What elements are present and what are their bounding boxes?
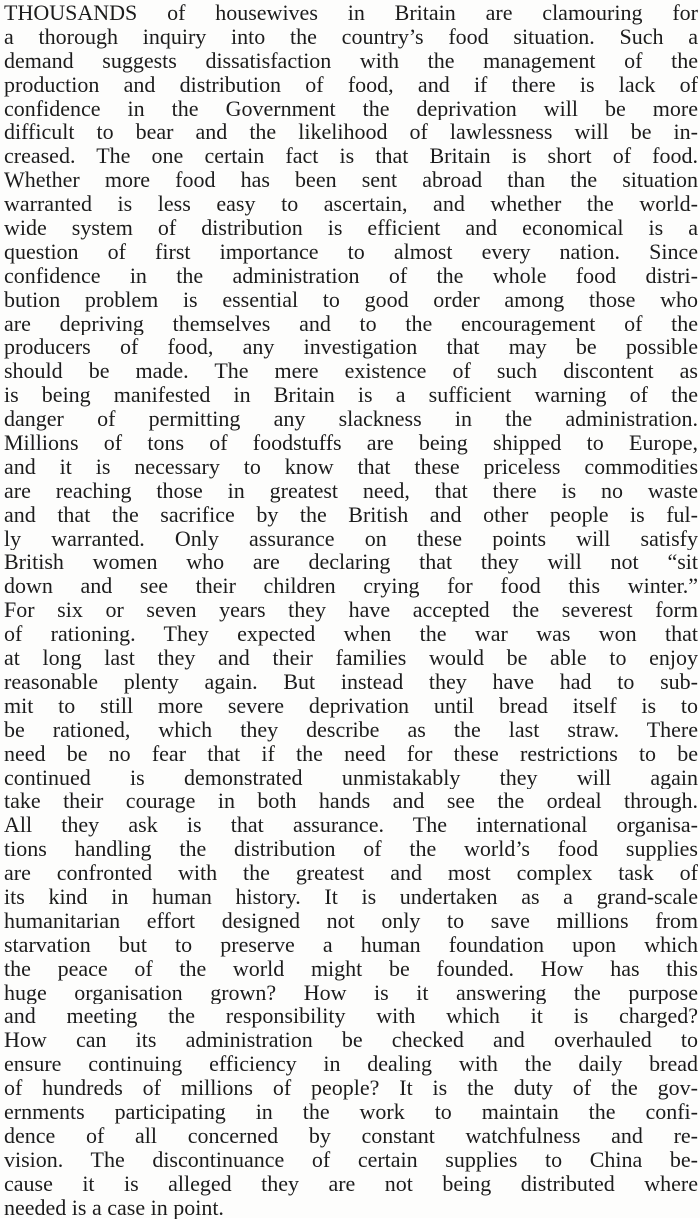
article-line: huge organisation grown? How is it answering the purpose [4, 980, 698, 1005]
article-line: Whether more food has been sent abroad than the situation [4, 168, 698, 193]
article-line: difficult to bear and the likelihood of lawlessness will be in- [4, 120, 698, 145]
article-line: For six or seven years they have accepted the severest form [4, 598, 698, 623]
article-line: production and distribution of food, and if there is lack of [4, 72, 698, 97]
article-line: take their courage in both hands and see the ordeal through. [4, 789, 698, 814]
article-line: vision. The discontinuance of certain supplies to China be- [4, 1147, 698, 1172]
article-line: tions handling the distribution of the world’s food supplies [4, 837, 698, 862]
article-line: Millions of tons of foodstuffs are being shipped to Europe, [4, 431, 698, 455]
article-line: its kind in human history. It is undertaken as a grand-scale [4, 884, 698, 909]
article-line: and that the sacrifice by the British and other people is ful- [4, 502, 698, 527]
article-line: ernments participating in the work to maintain the confi- [4, 1099, 698, 1124]
article-line: continued is demonstrated unmistakably they will again [4, 765, 698, 790]
article-line: need be no fear that if the need for these restrictions to be [4, 741, 698, 766]
article-line: All they ask is that assurance. The international organisa- [4, 813, 698, 838]
article-line: producers of food, any investigation that may be possible [4, 335, 698, 360]
article-line: confidence in the Government the deprivation will be more [4, 96, 698, 121]
article-line: British women who are declaring that they will not “sit [4, 550, 698, 575]
article-line: down and see their children crying for food this winter.” [4, 574, 698, 599]
article-line: a thorough inquiry into the country’s food situation. Such a [4, 24, 698, 49]
article-line: bution problem is essential to good order among those who [4, 287, 698, 312]
article-line: demand suggests dissatisfaction with the management of the [4, 48, 698, 73]
article-line: is being manifested in Britain is a sufficient warning of the [4, 383, 698, 408]
article-line: are depriving themselves and to the encouragement of the [4, 311, 698, 336]
article-line: danger of permitting any slackness in the administration. [4, 407, 698, 432]
article-line: and it is necessary to know that these priceless commodities [4, 454, 698, 479]
article-line: of hundreds of millions of people? It is the duty of the gov- [4, 1076, 698, 1100]
article-line: of rationing. They expected when the war was won that [4, 622, 698, 647]
article-line: starvation but to preserve a human foundation upon which [4, 932, 698, 957]
article-line: confidence in the administration of the whole food distri- [4, 263, 698, 288]
article-line: ensure continuing efficiency in dealing with the daily bread [4, 1052, 698, 1077]
article-line: are confronted with the greatest and most complex task of [4, 861, 698, 885]
article-line: cause it is alleged they are not being distributed where [4, 1171, 698, 1196]
article-line: question of first importance to almost every nation. Since [4, 239, 698, 264]
article-line: dence of all concerned by constant watchfulness and re- [4, 1123, 698, 1148]
article-line: be rationed, which they describe as the last straw. There [4, 717, 698, 742]
article-line: ly warranted. Only assurance on these points will satisfy [4, 526, 698, 551]
article-line: wide system of distribution is efficient and economical is a [4, 216, 698, 240]
article-line: at long last they and their families would be able to enjoy [4, 646, 698, 670]
article-line: humanitarian effort designed not only to save millions from [4, 908, 698, 933]
article-line: the peace of the world might be founded. How has this [4, 956, 698, 981]
article-body [4, 0, 698, 1219]
article-line: creased. The one certain fact is that Britain is short of food. [4, 144, 698, 169]
article-line: mit to still more severe deprivation until bread itself is to [4, 693, 698, 718]
article-line: are reaching those in greatest need, that there is no waste [4, 478, 698, 503]
article-line: THOUSANDS of housewives in Britain are clamouring for [4, 1, 698, 25]
article-line: How can its administration be checked and overhauled to [4, 1028, 698, 1053]
article-line: reasonable plenty again. But instead they have had to sub- [4, 669, 698, 694]
article-line: needed is a case in point. [4, 1195, 224, 1219]
article-line: and meeting the responsibility with which it is charged? [4, 1004, 698, 1029]
article-line: should be made. The mere existence of such discontent as [4, 359, 698, 384]
article-line: warranted is less easy to ascertain, and whether the world- [4, 192, 698, 217]
